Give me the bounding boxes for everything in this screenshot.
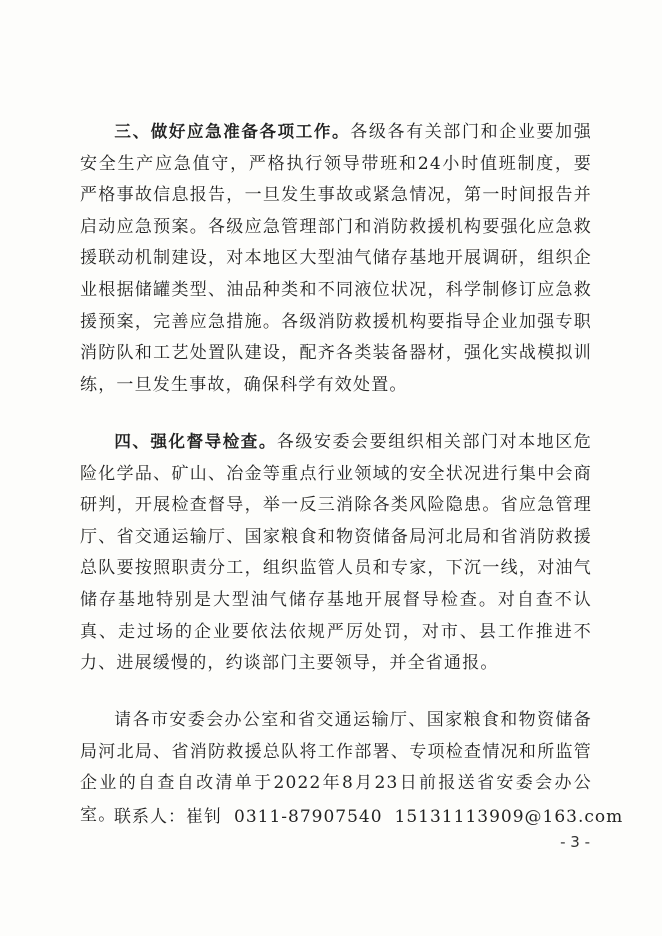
contact-phone: 0311-87907540 [234,807,383,827]
section-3-paragraph [80,116,592,401]
section-3-heading: 三、做好应急准备各项工作。 [114,122,351,141]
contact-line [114,802,624,827]
section-3-body: 各级各有关部门和企业要加强安全生产应急值守，严格执行领导带班和24小时值班制度，要严格事故信息报告，一旦发生事故或紧急情况，第一时间报告并启动应急预案。各级应急管理部门和消防救援机构要强化应急救援联动机制建设，对本地区大型油气储存基地开展调研，组织企业根据储罐类型、油品种类和不同液位状况，科学制修订应急救援预案，完善应急措施。各级消防救援机构要指导企业加强专职消防队和工艺处置队建设，配齐各类装备器材，强化实战模拟训练，一旦发生事故，确保科学有效处置。 [80,122,592,395]
section-4-body: 各级安委会要组织相关部门对本地区危险化学品、矿山、冶金等重点行业领域的安全状况进行集中会商研判，开展检查督导，举一反三消除各类风险隐患。省应急管理厅、省交通运输厅、国家粮食和物资储备局河北局和省消防救援总队要按照职责分工，组织监管人员和专家，下沉一线，对油气储存基地特别是大型油气储存基地开展督导检查。对自查不认真、走过场的企业要依法依规严厉处罚，对市、县工作推进不力、进展缓慢的，约谈部门主要领导，并全省通报。 [80,432,592,674]
section-4-heading: 四、强化督导检查。 [114,432,277,451]
contact-email: 15131113909@163.com [394,807,624,827]
closing-body: 请各市安委会办公室和省交通运输厅、国家粮食和物资储备局河北局、省消防救援总队将工作部署、专项检查情况和所监管企业的自查自改清单于2022年8月23日前报送省安委会办公室。 [80,710,592,825]
contact-person: 联系人：崔钊 [114,807,222,827]
section-4-paragraph [80,426,592,680]
page-number: - 3 - [560,833,590,851]
